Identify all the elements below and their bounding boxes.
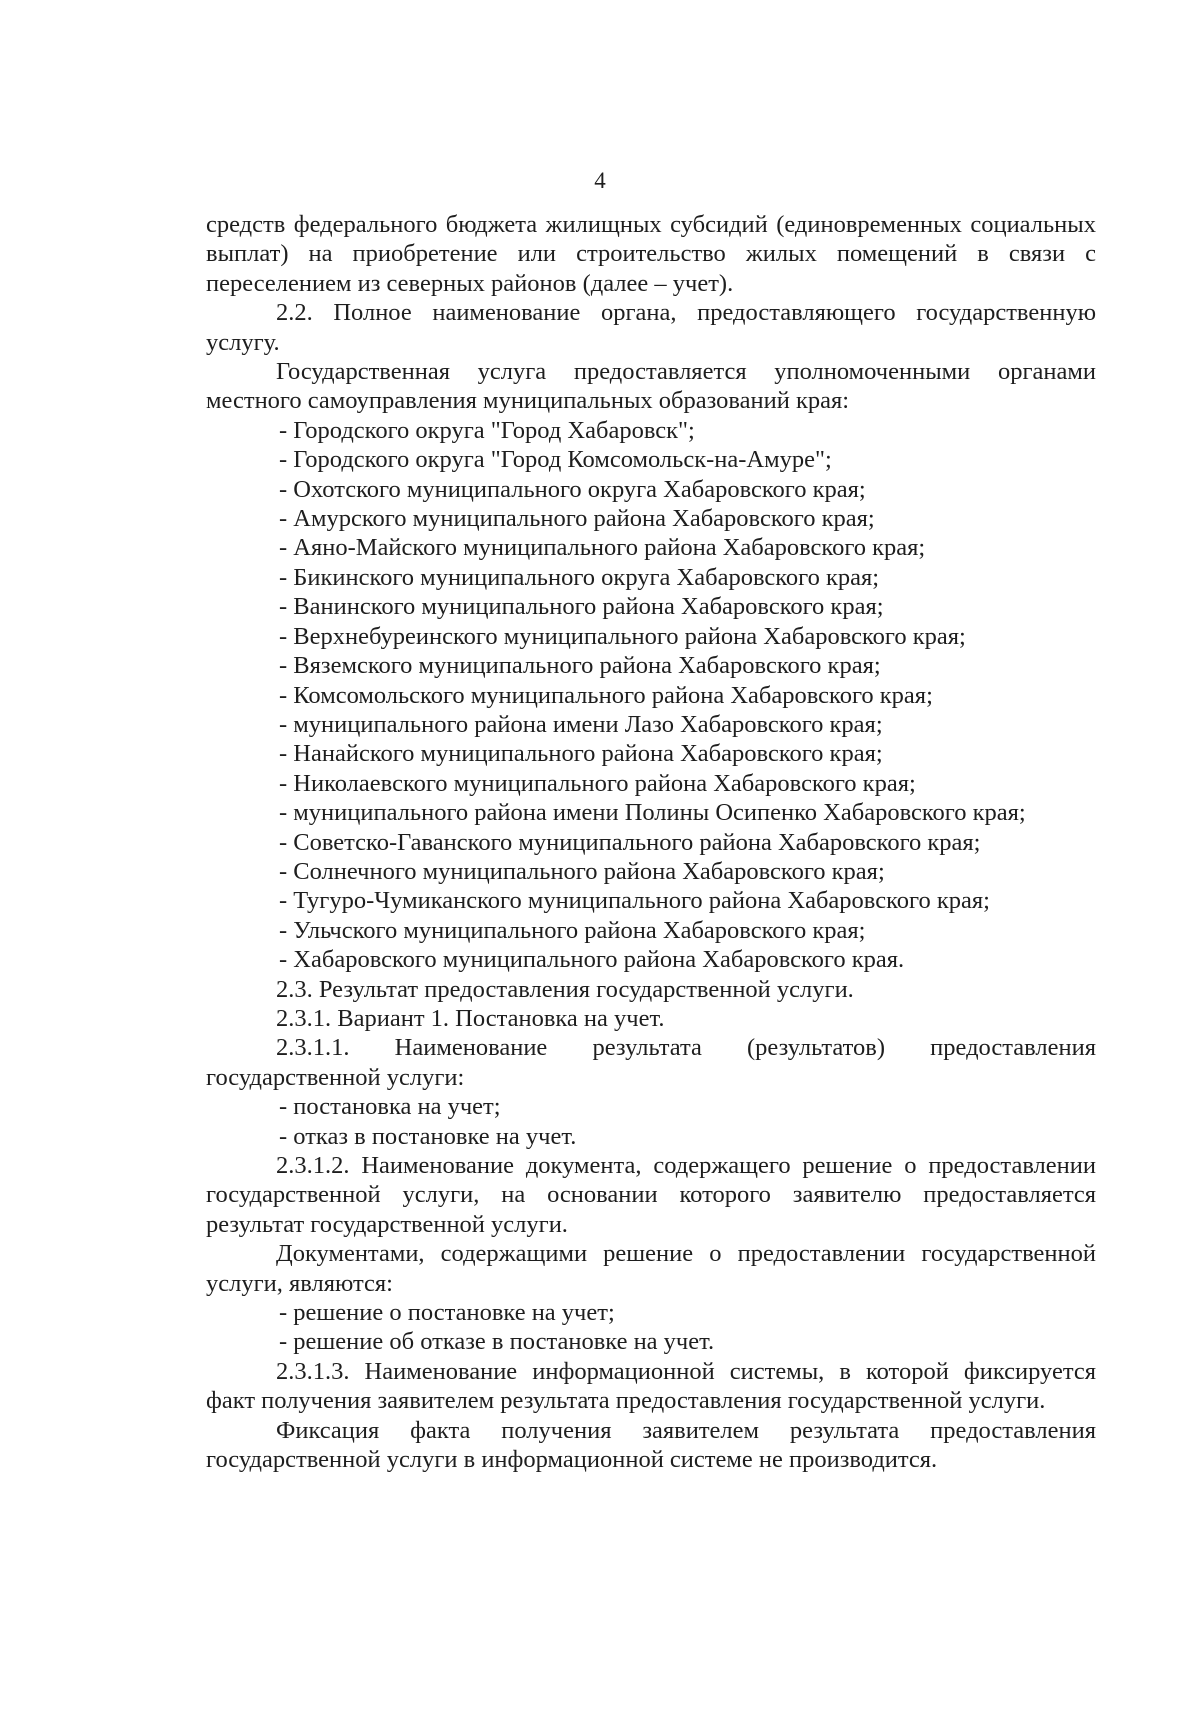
list-item: - Верхнебуреинского муниципального района Хабаровского края; xyxy=(279,622,966,650)
list-item: - Городского округа "Город Хабаровск"; xyxy=(279,416,695,444)
list-item: - Бикинского муниципального округа Хабаровского края; xyxy=(279,563,880,591)
results-list xyxy=(206,1092,1096,1151)
list-item: - Охотского муниципального округа Хабаровского края; xyxy=(279,475,866,503)
paragraph-2-3-1-2: 2.3.1.2. Наименование документа, содержащего решение о предоставлении государственной услуги, на основании которого заявителю предоставляется результат государственной услуги. xyxy=(206,1152,1096,1238)
paragraph-2-3-1-1: 2.3.1.1. Наименование результата (результатов) предоставления государственной услуги: xyxy=(206,1034,1096,1091)
list-item: - постановка на учет; xyxy=(279,1093,501,1121)
list-item: - Аяно-Майского муниципального района Хабаровского края; xyxy=(279,534,926,562)
list-item: - Ванинского муниципального района Хабаровского края; xyxy=(279,593,884,621)
paragraph-authorities-intro: Государственная услуга предоставляется уполномоченными органами местного самоуправления муниципальных образований края: xyxy=(206,358,1096,415)
list-item: - Советско-Гаванского муниципального района Хабаровского края; xyxy=(279,828,981,856)
documents-list xyxy=(206,1298,1096,1357)
paragraph-housing-subsidies: средств федерального бюджета жилищных субсидий (единовременных социальных выплат) на приобретение или строительство жилых помещений в связи с переселением из северных районов (далее – учет). xyxy=(206,211,1096,297)
page-number: 4 xyxy=(594,168,606,193)
list-item: - Комсомольского муниципального района Хабаровского края; xyxy=(279,681,933,709)
paragraph-fixation: Фиксация факта получения заявителем результата предоставления государственной услуги в информационной системе не производится. xyxy=(206,1416,1096,1474)
section-2-3-1-heading: 2.3.1. Вариант 1. Постановка на учет. xyxy=(276,1004,665,1032)
list-item: - Тугуро-Чумиканского муниципального района Хабаровского края; xyxy=(279,887,990,915)
list-item: - Ульчского муниципального района Хабаровского края; xyxy=(279,916,866,944)
list-item: - Николаевского муниципального района Хабаровского края; xyxy=(279,769,916,797)
list-item: - Амурского муниципального района Хабаровского края; xyxy=(279,505,875,533)
list-item: - решение о постановке на учет; xyxy=(279,1299,615,1327)
document-body xyxy=(206,210,1096,1474)
section-2-3-heading: 2.3. Результат предоставления государственной услуги. xyxy=(276,975,854,1003)
list-item: - решение об отказе в постановке на учет. xyxy=(279,1328,715,1356)
list-item: - Солнечного муниципального района Хабаровского края; xyxy=(279,857,885,885)
list-item: - отказ в постановке на учет. xyxy=(279,1122,577,1150)
paragraph-documents-intro: Документами, содержащими решение о предоставлении государственной услуги, являются: xyxy=(206,1240,1096,1297)
list-item: - Городского округа "Город Комсомольск-на-Амуре"; xyxy=(279,446,832,474)
authorities-list xyxy=(206,416,1096,975)
list-item: - муниципального района имени Полины Осипенко Хабаровского края; xyxy=(279,799,1026,827)
paragraph-2-2: 2.2. Полное наименование органа, предоставляющего государственную услугу. xyxy=(206,299,1096,356)
list-item: - Хабаровского муниципального района Хабаровского края. xyxy=(279,946,905,974)
list-item: - Нанайского муниципального района Хабаровского края; xyxy=(279,740,883,768)
list-item: - муниципального района имени Лазо Хабаровского края; xyxy=(279,710,883,738)
paragraph-2-3-1-3: 2.3.1.3. Наименование информационной системы, в которой фиксируется факт получения заявителем результата предоставления государственной услуги. xyxy=(206,1357,1096,1415)
list-item: - Вяземского муниципального района Хабаровского края; xyxy=(279,652,881,680)
